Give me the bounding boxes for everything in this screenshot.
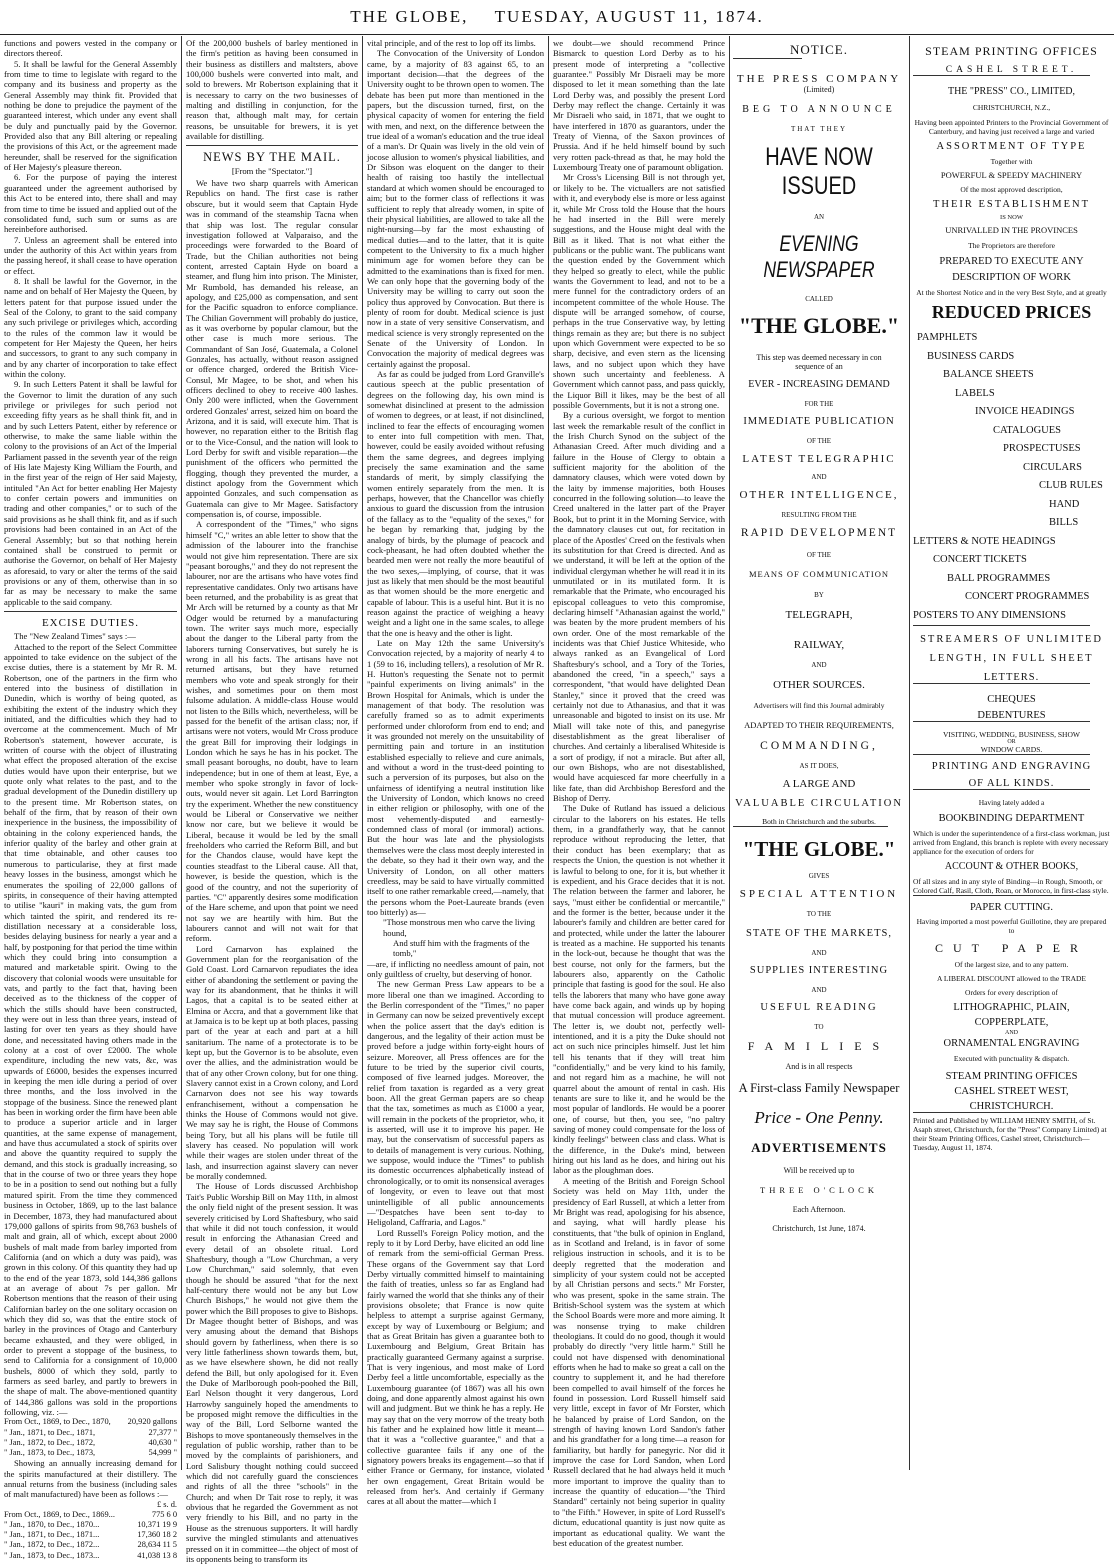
ad-line: AND (1005, 1030, 1018, 1036)
ad-line: USEFUL READING (760, 1002, 878, 1013)
paragraph: The "New Zealand Times" says :— (14, 631, 136, 642)
column-3 (367, 38, 544, 1507)
ad-line: Having been appointed Printers to the Provincial Government of Canterbury, and having just received a large and varied (914, 118, 1109, 136)
divider (186, 145, 358, 146)
paragraph: Mr Cross's Licensing Bill is not through yet, or likely to be. The victuallers are not satisfied with it, and everybody else is more or less against it, while Mr Cross told the House that the hours he had inserted in the Bill were merely suggestions, and the House might deal with the Bill as it liked. That is not what either the publicans or the public want. The publicans want the question ended by the Government which they helped so greatly to elect, while the public wants the Government to lead, and not to be a mere funnel for the contradictory orders of an incompetent committee of the whole House. The dispute will be arranged somehow, of course, perhaps in the true Conservative way, by letting things remain as they are; but there is no subject upon which Government were expected to be so sharp, decisive, and even stern as the licensing laws, and no subject upon which they have shown such uncertainty and feebleness. A Government which cannot pass, and pass quickly, the Liquor Bill it likes, may be the best of all possible Governments, but it is not a strong one. (553, 172, 725, 411)
issue-date: TUESDAY, AUGUST 11, 1874. (494, 7, 764, 26)
ad-line: CHRISTCHURCH, N.Z., (972, 103, 1051, 112)
paragraph: Showing an annually increasing demand for the spirits manufactured at their distillery. The annual returns from the business (including sales of malt manufactured) have been as follows :— (4, 1458, 177, 1500)
verse-quote (367, 917, 544, 958)
ad-line: BOOKBINDING DEPARTMENT (938, 813, 1085, 824)
ad-line: FAMILIES (747, 1039, 891, 1053)
divider (913, 75, 1090, 76)
ad-line: AS IT DOES, (799, 762, 839, 770)
ad-line: POWERFUL & SPEEDY MACHINERY (940, 170, 1083, 180)
paragraph: 8. It shall be lawful for the Governor, in the name and on behalf of Her Majesty the Queen, by letters patent for that purpose issued under the Seal of the Colony, to grant to the said company any such privilege or privileges which, according to the rules of the common law it would be competent for Her Majesty the Queen, her heirs and successors, to grant to any such company in and by any charter of incorporation to take effect within the colony. (4, 275, 177, 379)
table-header: £ s. d. (156, 1499, 177, 1509)
table-row: From Oct., 1869, to Dec., 1870, 20,920 gallons (4, 1417, 177, 1427)
ad-paper-name: "THE GLOBE." (738, 313, 900, 338)
ad-line: MEANS OF COMMUNICATION (748, 569, 890, 579)
list-item: INVOICE HEADINGS (975, 406, 1075, 417)
column-rule (729, 36, 730, 1470)
ad-line: Having lately added a (978, 798, 1045, 807)
ad-line: Executed with punctuality & dispatch. (953, 1054, 1070, 1063)
ad-line: UNRIVALLED IN THE PROVINCES (945, 225, 1078, 235)
ad-line: CUT PAPER (934, 941, 1089, 955)
ad-line: THE "PRESS" CO., LIMITED, (947, 86, 1076, 97)
ad-line: sequence of an (795, 362, 843, 371)
ad-line: PREPARED TO EXECUTE ANY (939, 256, 1084, 267)
ad-line: CHRISTCHURCH. (969, 1101, 1054, 1112)
ad-line: TELEGRAPH, (785, 609, 853, 621)
paragraph: Of the 200,000 bushels of barley mentioned in the firm's petition as having been consumed in their business as distillers and maltsters, above 100,000 bushels were converted into malt, and sold to brewers. Mr Robertson explaining that it is necessary to carry on the two businesses of malting and distilling in conjunction, for the reason that, although malt may, for certain reasons, be unsuitable for brewers, it is yet available for distilling. (186, 38, 358, 142)
divider (913, 754, 1090, 755)
list-item: CLUB RULES (1039, 480, 1103, 491)
divider (913, 789, 1090, 790)
table-row: " Jan., 1871, to Dec., 1871, 27,377 " (4, 1427, 177, 1437)
ad-line: VISITING, WEDDING, BUSINESS, SHOW (943, 730, 1080, 739)
column-4 (553, 38, 725, 1548)
ad-line: TO (814, 1023, 824, 1031)
column-rule (909, 36, 910, 1470)
list-item: CONCERT TICKETS (933, 554, 1027, 565)
paragraph: By a curious oversight, we forgot to mention last week the remarkable result of the conflict in the Irish Church Synod on the subject of the Athanasian Creed. After much dividing and a failure in the House of Clergy to obtain a sufficient majority for the abolition of the damnatory clauses, which were voted down by the laity by immense majorities, both Houses concurred in the following solution—to leave the Creed unaltered in the latter part of the Prayer Book, but to print it in the Morning Service, with the damnatory clauses cut out, for recitation in place of the Apostles' Creed on the festivals when its substitution for that Creed is directed. And as we understand, it will be left at the option of the individual clergyman whether he will read it in its unmutilated or in its mutilated form. It is remarkable that the Primate, who encouraged his episcopal colleagues to veto this compromise, declaring himself "Athanasian against the world," was beaten by the more prudent members of his own order. One of the most remarkable of the incidents was that Chief Justice Whiteside, who always ranked as an Evangelical of Lord Shaftesbury's school, and a Tory of the Tories, abandoned the creed, "in a speech," says a correspondent, "that would have delighted Dean Stanley," since it proved that the creed was certainly not due to Athanasius, and that it was unreasonable and bigoted to insist on its use. Mr Miall will take note of this, and panegyrise disestablishment as the great liberaliser of churches. And certainly a liberalised Whiteside is a sort of prodigy, if not a miracle. But after all, our own Bishops, who are not disestablished, would have acquiesced far more cheerfully in a like fate, than did Archbishop Beresford and the Bishop of Derry. (553, 410, 725, 804)
ad-headline: HAVE NOW ISSUED (765, 143, 873, 200)
ad-paper-name: "THE GLOBE." (742, 837, 896, 861)
ad-line: AND (811, 986, 827, 994)
ad-line: OTHER INTELLIGENCE, (739, 489, 899, 501)
ad-line: AND (811, 661, 827, 669)
ad-line: Of the most approved description, (960, 185, 1063, 194)
ad-line: DEBENTURES (977, 710, 1046, 721)
ad-line: BY (814, 591, 824, 599)
paragraph: As far as could be judged from Lord Granville's cautious speech at the public presentation of degrees on the following day, his own mind is somewhat disinclined at present to the admission of women to degrees, or at least, if not disinclined, inclined to fear the effects of encouraging women to enter into full competition with men. That, however, could be easily avoided without refusing them the same degrees, and degrees implying precisely the same examination and the same standards of merit, by simply classifying the women entirely separately from the men. It is perhaps, however, that the Chancellor was chiefly anxious to guard the discussion from the intrusion of the fallacy as to the "equality of the sexes," for he began by remarking that, judging by the analogy of birds, by the plumage of peacock and cock-pheasant, he had often doubted whether the bearded men were not really the more beautiful of the two sexes,—implying, of course, that it was just as likely that men should be the most beautiful as that women should be the more energetic and capable of labour. This is a useful hint. But it is no reason against the practice of weighing a heavy weight and a light one in the same scales, to allege that the one is heavy and the other is light. (367, 369, 544, 638)
paragraph: functions and powers vested in the company or directors thereof. (4, 38, 177, 59)
ad-line: THE PRESS COMPANY (736, 73, 902, 85)
ad-line: RAILWAY, (793, 639, 845, 651)
ad-line: WINDOW CARDS. (980, 745, 1043, 754)
verse-line: "Those monstrous men who carve the living hound, (383, 917, 535, 938)
table-row: " Jan., 1872, to Dec., 1872... 28,634 11 5 (4, 1540, 177, 1550)
ad-line: LETTERS. (983, 672, 1040, 683)
services-list (913, 329, 1110, 625)
paragraph: Lord Carnarvon has explained the Government plan for the reorganisation of the Gold Coast. Lord Carnarvon repudiates the idea either of abandoning the settlement or paving the way for its abandonment, that he thinks it will Lagos, that a capital is to be seated either at Elmina or Accra, and that a government like that at Jamaica is to be kept up at both places, passing part of the year at each and part at a hill sanitarium. The name of a protectorate is to be kept up, but the Governor is to be absolute, even over the allies, and the administration would be that of any other Crown colony, but for one thing. Slavery cannot exist in a Crown colony, and Lord Carnarvon does not see his way towards enfranchisement, without a compensation he thinks the House of Commons would not give. We may say he is right, the House of Commons being Tory, but all his plans will be futile till slavery has ceased. No population will work while their wages are stolen under threat of the lash, and insurrection against slavery can never be morally condemned. (186, 943, 358, 1182)
news-source: [From the "Spectator."] (231, 165, 313, 176)
ad-line: BEG TO ANNOUNCE (742, 104, 896, 115)
ad-line: Of all sizes and in any style of Binding—in Rough, Smooth, or Colored Calf, Rasil, Cloth, Roan, or Morocco, in first-class style. (913, 877, 1109, 895)
ad-line: STEAM PRINTING OFFICES (945, 1071, 1078, 1082)
list-item: LETTERS & NOTE HEADINGS (913, 535, 1056, 547)
paragraph: 6. For the purpose of paying the interest guaranteed under the agreement authorised by this Act to be entered into, there shall and may from time to time be issued and applied out of the consolidated fund, such sum or sums as are hereinbefore authorised. (4, 172, 177, 235)
verse-line: And stuff him with the fragments of the tomb," (393, 937, 530, 959)
ad-line: Advertisers will find this Journal admirably (753, 701, 885, 710)
ad-line: OTHER SOURCES. (773, 679, 865, 691)
printing-advertisement (913, 38, 1110, 1468)
ad-line: IS NOW (1000, 214, 1023, 221)
paragraph: we doubt—we should recommend Prince Bismarck to question Lord Derby as to his present mode of interpreting a "collective guarantee." Possibly Mr Disraeli may be more disposed to let it mean something than the late Lord Derby was, and possibly the present Lord Derby may reflect the change. Certainly it was Mr Disraeli who said, in 1871, that we ought to have interfered in 1870 as guarantors, under the Treaty of Vienna, of the Saxon provinces of Prussia. And if he held himself bound by such very rotten pack-thread as that, he may hold the Luxembourg Treaty one of paramount obligation. (553, 38, 725, 173)
imprint: Printed and Published by WILLIAM HENRY SMITH, of St. Asaph street, Christchurch, for the "Press" Company Limited) at their Steam Printing Offices, Cashel street, Christchurch—Tuesday, August 11, 1874. (913, 1116, 1107, 1152)
ad-line: OR (1007, 739, 1016, 745)
ad-line: STATE OF THE MARKETS, (746, 928, 892, 939)
table-row: From Oct., 1869, to Dec., 1869... 775 6 0 (4, 1509, 177, 1519)
ad-line: THAT THEY (790, 125, 848, 133)
ad-line: PRINTING AND ENGRAVING (931, 761, 1092, 772)
list-item: BUSINESS CARDS (927, 350, 1015, 362)
ad-line: At the Shortest Notice and in the very Best Style, and at greatly (916, 288, 1107, 297)
ad-line: Both in Christchurch and the suburbs. (762, 817, 876, 826)
ad-line: ASSORTMENT OF TYPE (936, 141, 1087, 152)
divider (733, 826, 888, 827)
ad-line: AN (813, 213, 825, 221)
ad-line: Of the largest size, and to any pattern. (954, 960, 1069, 969)
column-rule (181, 36, 182, 1470)
paragraph: We have two sharp quarrels with American Republics on hand. The first case is rather obscure, but it would seem that Captain Hyde was in command of the steamship Tacna when that ship was lost. The regular consular investigation followed at Valparaiso, and the proceedings were forwarded to the Board of Trade, but the Chilian authorities not being content, arrested Captain Hyde on board a steamer, and flung him into prison. The Minister, Mr Rumbold, has demanded his release, an apology, and £25,000 as compensation, and sent for the Pacific squadron to enforce compliance. The Chilian Government will probably do justice, as it was overborne by popular clamour, but the other case is much more serious. The Commandant of San José, Guatemala, a Colonel Gonzales, has actually, without reason assigned or offence charged, ordered the British Vice-Consul, Mr Magee, to be shot, and when his officers declined to obey to receive 400 lashes. Only 200 were inflicted, when the Government ordered Gonzales' arrest, seized him on board the Arizona, and it is said, will execute him. That is however, no reparation either to the British flag or to the Vice-Consul, and the nation will look to Lord Derby for swift and visible reparation—the punishment of the officers who permitted the flogging, though they prevented the murder, a distinct apology from the Government which appointed Gonzales, and such compensation as Guatemala can give to Mr Magee. Satisfactory compensation is, of course, impossible. (186, 178, 358, 520)
ad-line: EVER - INCREASING DEMAND (748, 379, 890, 390)
list-item: CATALOGUES (993, 424, 1061, 436)
notice-advertisement (733, 38, 905, 1468)
ad-price: Price - One Penny. (754, 1108, 884, 1127)
column-rule (362, 36, 363, 1470)
ad-line: And is in all respects (785, 1062, 853, 1071)
divider (913, 1112, 1090, 1113)
ad-line: CASHEL STREET WEST, (954, 1086, 1069, 1097)
paragraph: Lord Russell's Foreign Policy motion, and the reply to it by Lord Derby, have elicited an odd line of remark from the semi-official German Press. These organs of the Government say that Lord Derby virtually committed himself to maintaining the faith of treaties, unless so far as England had fairly warned the world that she thinks any of their provisions obsolete; that France is now quite helpless to attempt a surprise against Germany, except by way of Luxembourg or Belgium; and that as Great Britain has given a guarantee both to Luxembourg and Belgium, Great Britain has practically guaranteed Germany against a surprise. That is very ingenious, and most make of Lord Derby feel a little uncomfortable, especially as the Luxembourg guarantee (of 1867) was all his own doing, and done apparently almost against his own will and judgment. But we think he has a reply. He may say that on the very morrow of the treaty both his father and he explained how little it meant—that it was a "collective guarantee," and that a collective guarantee fails if any one of the signatory powers breaks its engagement—so that if either France or Germany, for instance, violated her own engagement, Great Britain would be released from her's. And certainly if Germany cares at all about the matter—which I (367, 1227, 544, 1507)
list-item: LABELS (955, 387, 995, 399)
paper-name: THE GLOBE, (350, 7, 469, 26)
paragraph: 7. Unless an agreement shall be entered into under the authority of this Act within years from the passing hereof, it shall cease to have operation or effect. (4, 234, 177, 276)
ad-line: LENGTH, IN FULL SHEET (929, 653, 1094, 664)
ad-line: SPECIAL ATTENTION (739, 888, 899, 900)
ad-line: A LIBERAL DISCOUNT allowed to the TRADE (936, 974, 1087, 983)
ad-line: RAPID DEVELOPMENT (740, 527, 898, 539)
ad-line: ADAPTED TO THEIR REQUIREMENTS, (744, 720, 894, 730)
table-row: " Jan., 1872, to Dec., 1872, 40,630 " (4, 1437, 177, 1447)
ad-line: A First-class Family Newspaper (738, 1081, 900, 1095)
ad-line: THREE O'CLOCK (760, 1185, 878, 1195)
ad-line: ORNAMENTAL ENGRAVING (943, 1038, 1080, 1049)
divider (733, 58, 802, 59)
ad-line: IMMEDIATE PUBLICATION (743, 416, 895, 427)
table-row: " Jan., 1873, to Dec., 1873... 41,038 13 8 (4, 1550, 177, 1560)
ad-line: FOR THE (804, 400, 834, 408)
divider (913, 895, 1090, 896)
list-item: PAMPHLETS (917, 332, 978, 343)
list-item: CIRCULARS (1023, 461, 1082, 473)
ad-headline: REDUCED PRICES (931, 302, 1092, 322)
ad-line: AND (811, 473, 827, 481)
ad-line: LITHOGRAPHIC, PLAIN, (953, 1002, 1070, 1013)
ad-line: Having imported a most powerful Guillotine, they are prepared to (916, 917, 1107, 935)
table-row: " Jan., 1873, to Dec., 1873, 54,999 " (4, 1447, 177, 1457)
ad-line: CHEQUES (987, 694, 1036, 705)
ad-line: CALLED (805, 295, 833, 303)
divider (913, 625, 1090, 626)
paragraph: 9. In such Letters Patent it shall be lawful for the Governor to limit the duration of any such privilege or privileges for such period not exceeding fifty years as he shall think fit, and in and by such Letters Patent, either by reference or otherwise, to make the same liable within the colony to the provisions of an Act of the Imperial Parliament passed in the seventh year of the reign of His late Majesty King William the Fourth, and in the first year of the reign of Her said Majesty, intituled "An Act for better enabling Her Majesty to confer certain powers and immunities on trading and other companies," or to such of the said provisions as he shall think fit, and as if such provisions had been contained in an Act of the General Assembly; but so that nothing herein contained shall be construed to permit or authorise the Governor, on behalf of Her Majesty as aforesaid, to vary or alter the terms of the said provisions or any of them, otherwise than in so far as may be necessary to make the same applicable to the said company. (4, 379, 177, 607)
ad-line: A LARGE AND (782, 778, 856, 790)
ad-line: CASHEL STREET. (945, 65, 1078, 75)
excise-heading: EXCISE DUTIES. (41, 616, 140, 629)
ad-line: ADVERTISEMENTS (751, 1140, 887, 1155)
list-item: BALL PROGRAMMES (947, 572, 1051, 584)
ad-line: Each Afternoon. (792, 1205, 846, 1214)
list-item: HAND BILLS (1049, 498, 1080, 528)
ad-line: TO THE (806, 910, 832, 918)
ad-line: STREAMERS OF UNLIMITED (920, 634, 1103, 645)
list-item: PROSPECTUSES (1003, 443, 1081, 454)
ad-line: RESULTING FROM THE (781, 511, 857, 519)
masthead (0, 0, 1114, 35)
ad-line: OF ALL KINDS. (968, 778, 1055, 789)
ad-line: COPPERPLATE, (974, 1017, 1049, 1028)
ad-line: STEAM PRINTING OFFICES (925, 44, 1098, 58)
notice-title: NOTICE. (790, 42, 848, 57)
paragraph: Attached to the report of the Select Committee appointed to take evidence on the subject of the excise duties, there is a statement by Mr R. M. Robertson, one of the partners in the firm who entered into the business of distillation in Dunedin, which is worthy of being quoted, as exhibiting the extent of the industry which they initiated, and the difficulties which they had to overcome at the commencement. Much of Mr Robertson's statement, however accurate, is written of course with the object of illustrating what effect the proposed alteration of the excise duties would have upon their enterprise, but we quote only what relates to the past, and to the gradual development of the Dunedin distillery up to the present time. Mr Robertson states, on behalf of the firm, that by reason of their own inexperience in the business, the impossibility of obtaining in the colony experienced hands, the inferior quality of the barley and other grain at that time obtainable, and other causes too numerous to particularise, they at first made heavy losses in the business, amongst which he enumerates the spoiling of 22,000 gallons of spirits, in consequence of their having attempted to utilise "kauri" in making vats, the gum from which tainted the spirit, and rendered its re-distillation necessary at a considerable loss, besides delaying business for nearly a year and a half, by postponing for that period the time within which they could bring into consumption a matured and marketable spirit. Owing to the discovery that colonial woods were unsuitable for vats, and partly to the fact that, having been deceived as to the thickness of the copper of which the stills should have been constructed, they were out in less than three years, instead of lasting for over ten years as they should have done, and necessitated having others made in the colony at a cost of over £2000. The whole expenditure, including the new vats, &c, was upwards of £6000, besides the expenses incurred in keeping the men idle during a period of over three months, and the loss involved in the stoppage of the business. Since the renewed plant has been in working order the firm have been able to produce a superior article and in larger quantities, at the same expense of management, and have thus accumulated a stock of spirits over and above the quantity required to supply the demand, and this stock is gradually increasing, so that in the course of two or three years they hope to be in a position to send out nothing but a fully matured spirit. From the time they commenced business in October, 1869, up to the last balance in December, 1873, they had manufactured about 179,000 gallons of spirits from 98,763 bushels of malt and grain, all of which, except about 2000 bushels of malt made from barley imported from California (and on which a duty was paid), was grown in this colony. Of this quantity they had up to the end of the year 1873, sold 144,386 gallons at an average of about 7s per gallon. Mr Robertson mentions that the reason of their using Californian barley on the one solitary occasion on which they did so, was that the entire stock of barley in the provinces of Otago and Canterbury became exhausted, and they were obliged, in order to prevent a stoppage of the business, to send to California for a consignment of 10,000 bushels, 8000 of which they sold, partly to farmers as seed barley, and partly to brewers in the shape of malt. The above-mentioned quantity of 144,386 gallons was sold in the proportions following, viz. :— (4, 641, 177, 1418)
returns-table (4, 1500, 177, 1561)
ad-line: Christchurch, 1st June, 1874. (772, 1224, 866, 1233)
ad-line: Together with (990, 157, 1033, 166)
ad-line: Orders for every description of (965, 988, 1058, 997)
paragraph: A correspondent of the "Times," who signs himself "C," writes an able letter to show that the admission of the labourer into the franchise would not give him representation. There are six "peasant boroughs," and they do not represent the labourer, nor are the artisans who have votes find representative candidates. Only two artisans have been returned, and the probability is as great that Mr Arch will be returned by a county as that Mr Odger would be returned by a manufacturing town. The writer says much more, especially about the danger to the Liberal party from the laborers turning Conservatives, but surely he is wrong in all his facts. The artisans have not returned artisans, but they have returned members who vote and speak strongly for their wishes, and sometimes pour on them most fulsome adulation. A middle-class House would not listen to the Bills which, nevertheless, will be passed for the benefit of the artisan class; nor, if artisans were not voters, would Mr Cross produce the great Bill for improving their lodgings in London which he says he has in his pocket. The small peasant boroughs, no doubt, have to learn independence; but in one of them at least, Eye, a member who spoke strongly in favor of lock-outs, would never sit again. Let Lord Barrington try the experiment. Whether the new constituency would be Liberal or Conservative we neither know nor care, but we believe it would be Liberal, because it would be led by the small freeholders who carried the Reform Bill, and but for the Chandos clause, would have kept the counties steadfast to the Liberal cause. All that, however, is beside the question, which is the good of the country, and not the superiority of parties. "C" apparently desires some modification of the Hare scheme, and upon that point we need not say we are heartily with him. But the labourers cannot and will not wait for that reform. (186, 519, 358, 944)
table-row: " Jan., 1871, to Dec., 1871... 17,360 18 2 (4, 1530, 177, 1540)
paragraph: The House of Lords discussed Archbishop Tait's Public Worship Bill on May 11th, in almost the only field night of the present session. It was severely criticised by Lord Shaftesbury, who said that while it did not touch confession, it would result in enforcing the Athanasian Creed and every detail of an obsolete ritual. Lord Shaftesbury, though a "Low Churchman, a very Low Churchman," said solemnly, that even though he should be assured "that for the next half-century there would not be any but Low Church Bishops," he would not give them the power which the Bill proposes to give to Bishops. Dr Magee thought better of Bishops, and was very amusing about the demand that Bishops should govern by fatherliness, when there is so very little fatherliness shown towards them, but, as we have elsewhere shown, he did not really defend the Bill, but only apologised for it. Even the Duke of Marlborough pooh-poohed the Bill, Earl Nelson thought it very dangerous, Lord Harrowby sanguinely hoped the amendments to be proposed might remove the difficulties in the way of the Bill, Lord Selborne wanted the Bishops to move spontaneously themselves in the regulation of public worship, rather than to be moved by the complaints of parishioners, and Lord Salisbury thought nothing could succeed which did not carefully guard the consciences and rights of all the three "schools" in the Church; and when Dr Tait rose to reply, it was obvious that he regarded the Government as not very friendly to his Bill, and no party in the House as the strenuous supporters. It will hardly survive the mingled stimulants and attenuatives pressed on it in committee—the object of most of its opponents being to transform its (186, 1181, 358, 1564)
ad-line: LATEST TELEGRAPHIC (742, 453, 896, 465)
ad-line: The Proprietors are therefore (968, 241, 1055, 250)
paragraph: The new German Press Law appears to be a more liberal one than we imagined. According to the Berlin correspondent of the "Times," no paper in Germany can now be seized preventively except when the police assert that the day's edition is dangerous, and the legality of their action must be proved before a judge within forty-eight hours of seizure. Moreover, all Press offences are for the future to be tried by the superior civil courts, composed of five learned judges. Moreover, the relief from taxation is regarded as a very great boon. All the great German papers are so cheap that the tax, sometimes as much as £1000 a year, will remain in the pockets of the proprietor, who, it is asserted, will use it to improve his paper. He may, but the conservatism of successful papers as to details of management is very curious. Nothing, we suppose, would induce the "Times" to publish its domestic occurrences alphabetically instead of chronologically, or to omit its nonsensical averages of longevity, or even to leave out that most unintelligible of all public announcements—"Despatches have been sent to-day to Heligoland, Caffraria, and Lagos." (367, 979, 544, 1228)
paragraph: Late on May 12th the same University's Convocation rejected, by a majority of nearly 4 to 1 (59 to 16, including tellers), a resolution of Mr R. H. Hutton's requesting the Senate not to permit "painful experiments on living animals" in the Brown Hospital for Animals, which is under the management of that body. The resolution was carefully framed so as to admit experiments performed under chloroform from end to end; and it was grounded not merely on the unsuitability of permitting pain and torture in an institution established especially to relieve and cure animals, and without a word in the trust-deed pointing to such a perversion of its purposes, but also on the unfairness of identifying a neutral institution like the University of London, which knows no creed in either religion or philosophy, with one of the most vehemently-disputed and earnestly-condemned class of moral (or immoral) actions. But the hour was late and the physiologists themselves were the class most deeply interested in the debate, so they had it their own way, and the University of London, on all other matters creedless, may be said to have virtually committed itself to one rather remarkable creed,—namely, that the persons whom the Poet-Laureate brands (even too bitterly) as— (367, 637, 544, 917)
column-1 (4, 38, 177, 1560)
ad-line: GIVES (808, 872, 830, 880)
list-item: BALANCE SHEETS (943, 369, 1034, 380)
ad-line: ACCOUNT & OTHER BOOKS, (944, 861, 1079, 872)
gallons-table (4, 1417, 177, 1458)
ad-line: OF THE (806, 437, 832, 445)
divider (913, 721, 1090, 722)
list-item: CONCERT PROGRAMMES (965, 591, 1090, 602)
paragraph: The Convocation of the University of London came, by a majority of 83 against 65, to an important decision—that the degrees of the University ought to be thrown open to women. The debate has been put more than mentioned in the papers, but the discussion turned, first, on the physical capacity of women for entering the field with men, and next, on the difference between the true ideal of a woman's education and the true ideal of a man's. Dr Quain was lively in the old vein of jocose allusion to women's physical liabilities, and Dr Sibson was eloquent on the danger to their health of raising too hastily the intellectual standard at which women should be encouraged to aim; but to the former class of reflections it was sufficient to reply that already women, in spite of their physical liabilities, are allowed to take all the night-nursing—by far the most exhausting of medical duties—and to the latter, that it is quite competent to the University to fix a much higher minimum age for women before they can be admitted to the examinations than is fixed for men. We can only hope that the governing body of the University may be willing to carry out soon the policy thus approved by Convocation. But there is plenty of room for doubt. Medical science is just now in a state of very sensitive Conservatism, and medical science is very strongly represented on the Senate of the University of London. In Convocation the majority of medical degrees was certainly against the proposal. (367, 48, 544, 369)
ad-line: OF THE (806, 551, 832, 559)
paragraph: 5. It shall be lawful for the General Assembly from time to time to legislate with regard to the company and its business and property as the General Assembly may think fit. Provided that nothing be done to prejudice the payment of the guaranteed interest, which under any event shall be duly and punctually paid by the Governor. Provided also that any Bill altering or repealing the provisions of this Act, or the agreement made hereunder, shall be reserved for the signification of Her Majesty's pleasure thereon. (4, 58, 177, 173)
ad-headline: EVENING NEWSPAPER (763, 231, 875, 282)
paragraph: The Duke of Rutland has issued a delicious circular to the laborers on his estates. He tells them, in a grandfatherly way, that he cannot reproduce without reproducing the letter, that their conduct has been exemplary; that as respects the Union, the question is not whether it is lawful to belong to one, for it is, but whether it is expedient, and his Grace decides that it is not. The relation between the farmer and laborer, he says, "must either be confidential or mercantile," and the former is the better, because under it the labourer's family and children are better cared for and protected, while under the latter the labourer is treated as a machine. He supported his tenants in the lock-out, because he thought that was the best course, not only for the farmers, but the labourers also, apparently on the Catholic principle that fasting is good for the soul. He also tells the laborers that many who have gone away have come back again, and winds up by hoping that mutual concession will produce agreement. The letter is, we doubt not, perfectly well-intentioned, and it is a pity the Duke should not act on such nice principles himself. Just let him tell his tenants that if they will treat him "confidentially," and be very kind to his family, and not regard him as a machine, he will not quarrel about the amount of rental in cash. His tenants are sure to like it, and he would be the most popular of landlords. He would be a poorer one, of course, but then, you see, "no paltry saving of money could compensate for the loss of kindly feelings" between class and class. What is the difference, in the Duke's mind, between hiring out his land as he does, and hiring out his labor as the ploughman does. (553, 803, 725, 1176)
ad-line: COMMANDING, (760, 740, 878, 752)
ad-line: Will be received up to (783, 1166, 855, 1175)
news-heading: NEWS BY THE MAIL. (203, 150, 341, 165)
ad-line: This step was deemed necessary in con (756, 353, 882, 362)
list-item: POSTERS TO ANY DIMENSIONS (913, 609, 1066, 621)
ad-line: SUPPLIES INTERESTING (749, 965, 889, 976)
ad-line: PAPER CUTTING. (969, 902, 1054, 913)
divider (4, 611, 177, 612)
divider (913, 683, 1090, 684)
paragraph: —are, if inflicting no needless amount of pain, not only guiltless of cruelty, but deserving of honor. (367, 958, 544, 979)
ad-line: (Limited) (803, 85, 835, 94)
table-row: " Jan., 1870, to Dec., 1870... 10,371 19 9 (4, 1519, 177, 1529)
column-rule (548, 36, 549, 1470)
ad-line: VALUABLE CIRCULATION (735, 798, 903, 809)
paragraph: vital principle, and of the rest to lop off its limbs. (367, 38, 536, 48)
column-2 (186, 38, 358, 1564)
ad-line: DESCRIPTION OF WORK (952, 272, 1071, 283)
ad-line: AND (811, 949, 827, 957)
ad-line: THEIR ESTABLISHMENT (932, 199, 1091, 210)
paragraph: A meeting of the British and Foreign School Society was held on May 11th, under the presidency of Earl Russell, at which a letter from Mr Bright was read, apologising for his absence, and saying, what will hardly please his constituents, that "the bulk of opinion in England, as in Scotland and Ireland, is in favor of some religious instruction in schools, and it is to be deeply regretted that the moderation and simplicity of your system could not be accepted by all Christian persons and sects." Mr Forster, who was present, spoke in the same strain. The British-School system was the system at which the School Boards were more and more aiming. It was nonsense trying to make children theologians. It could do no good, though it would probably do directly "very little harm." Still he could not have dispensed with denominational efforts when he had to make so great a call on the country to supplement it, and he had therefore been compelled to avail himself of the forces he found in possession. Lord Russell himself said very little, except in favor of Mr Forster, which he balanced by praise of Lord Sandon, on the strength of having known Lord Sandon's father and his grandfather for a long time—a reason for familiarity, but hardly for panegyric. Nor did it improve the case for Lord Sandon, when Lord Russell declared that he had always held it much more important to improve the quality than to increase the quantity of education—"the Third Standard" certainly not being superior in quality to "the Fifth." However, in spite of Lord Russell's dictum, educational quantity is just now quite as important as educational quality. We want the best education of the greatest number. (553, 1175, 725, 1548)
ad-line: Which is under the superintendence of a first-class workman, just arrived from England, this branch is replete with every necessary appliance for the execution of orders for (913, 829, 1110, 856)
